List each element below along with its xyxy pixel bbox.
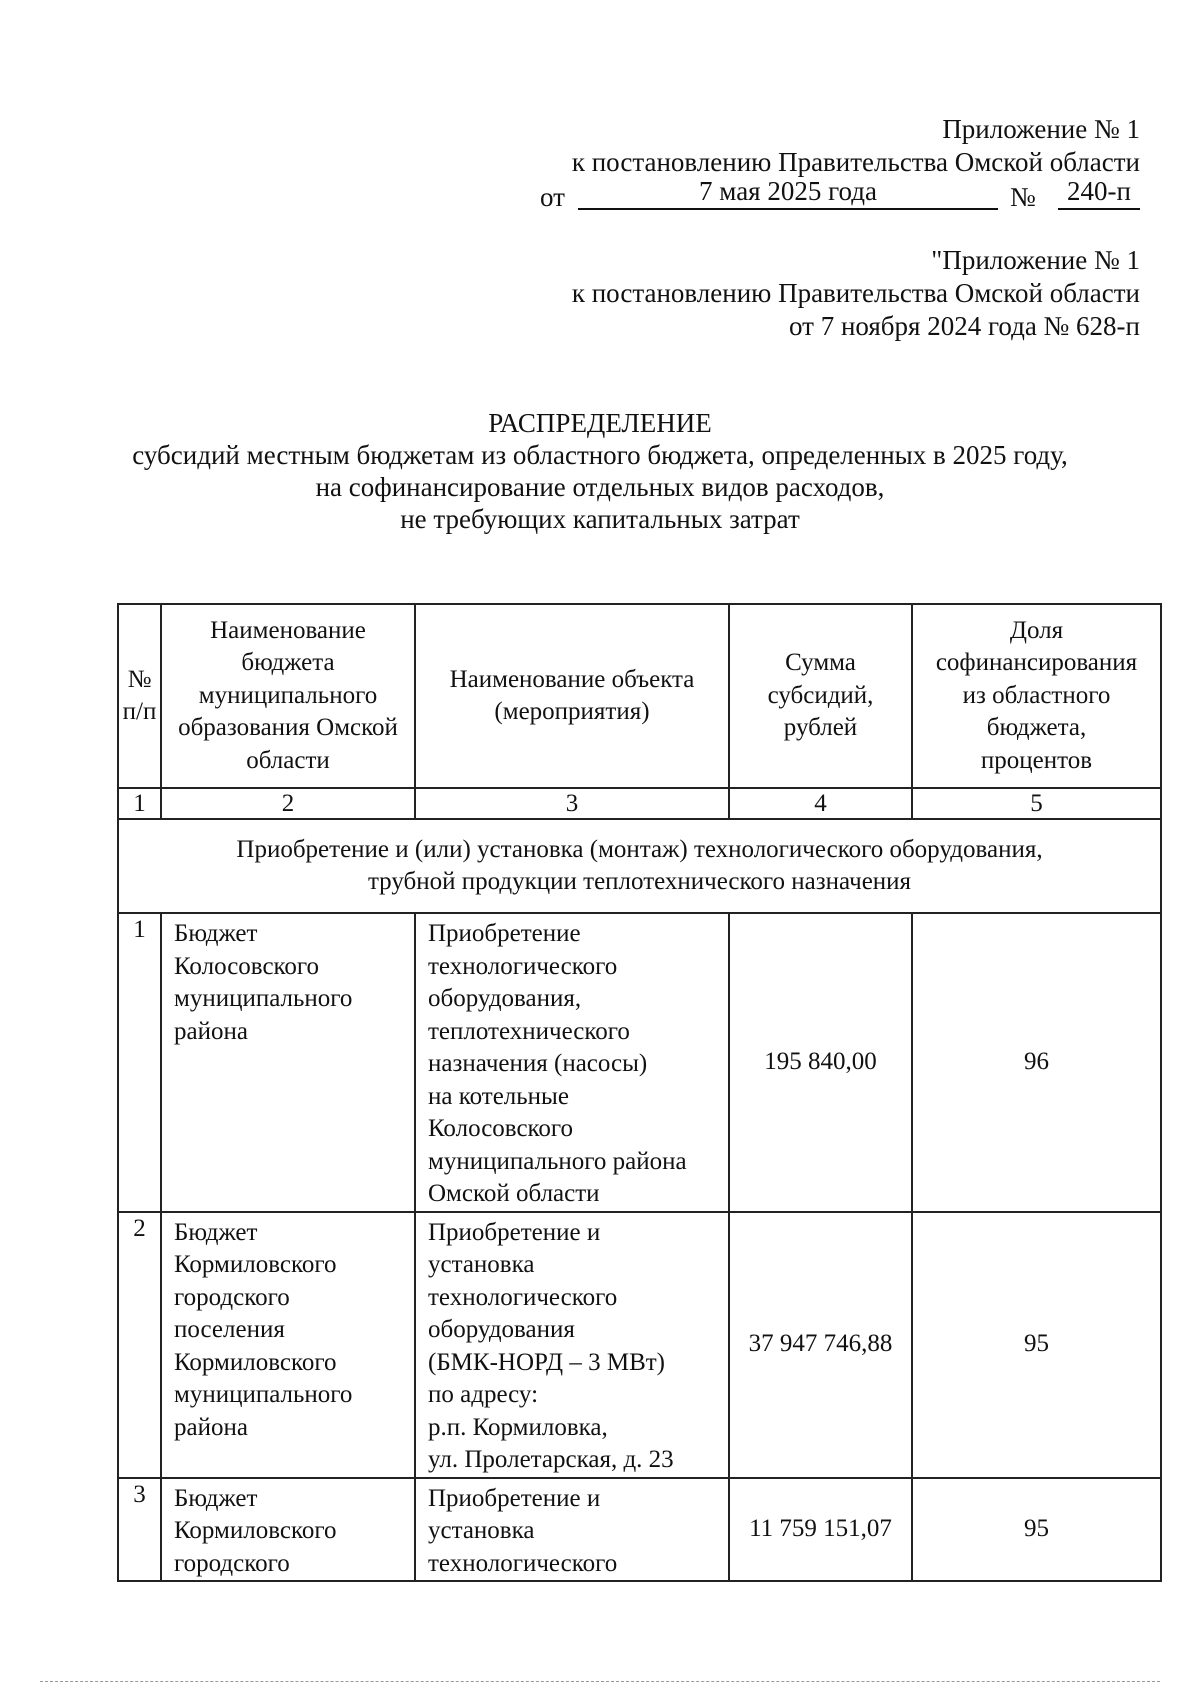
column-number: 2 <box>161 788 415 819</box>
table-header-row <box>118 604 1161 788</box>
cell-line: назначения (насосы) <box>428 1050 648 1077</box>
cell-line: Бюджет <box>174 1484 258 1512</box>
row-object <box>415 913 729 1212</box>
row-object <box>415 1478 729 1582</box>
scan-footer-rule <box>40 1681 1160 1682</box>
header-budget-name <box>161 604 415 788</box>
cell-line: на котельные <box>428 1082 569 1110</box>
row-budget <box>161 1212 415 1478</box>
header-text: Наименование объекта <box>449 665 695 693</box>
appendix-number: 240-п <box>1058 176 1140 210</box>
column-number: 5 <box>912 788 1161 819</box>
cell-line: Бюджет <box>174 920 258 947</box>
header-text: Доля <box>1009 616 1064 644</box>
cell-line: поселения <box>174 1316 285 1343</box>
cell-line: (БМК-НОРД – 3 МВт) <box>428 1348 665 1376</box>
header-text: бюджета, <box>986 714 1087 742</box>
cell-line: Кормиловского <box>174 1517 337 1544</box>
table-row <box>118 1212 1161 1478</box>
cell-line: городского <box>174 1283 290 1311</box>
row-sum: 195 840,00 <box>729 913 912 1212</box>
appendix-date-number-row <box>540 176 1140 210</box>
header-text: Наименование <box>210 616 366 644</box>
cell-line: муниципального района <box>428 1147 687 1175</box>
cell-line: муниципального <box>174 985 353 1012</box>
cell-line: района <box>174 1413 248 1441</box>
cell-line: установка <box>428 1251 535 1278</box>
header-text: области <box>246 746 330 774</box>
header-text: бюджета <box>241 649 335 677</box>
appendix-date: 7 мая 2025 года <box>578 176 998 210</box>
row-sum: 37 947 746,88 <box>729 1212 912 1478</box>
cell-line: теплотехнического <box>428 1017 630 1045</box>
cell-line: установка <box>428 1517 535 1544</box>
date-prefix: от <box>540 182 565 212</box>
cell-line: по адресу: <box>428 1381 539 1408</box>
appendix-reference: к постановлению Правительства Омской области <box>571 147 1140 177</box>
cell-line: р.п. Кормиловка, <box>428 1413 608 1441</box>
section-header-row <box>118 819 1161 913</box>
header-text: из областного <box>962 681 1111 709</box>
table-row <box>118 913 1161 1212</box>
header-object-name <box>415 604 729 788</box>
cell-line: Приобретение и <box>428 1218 601 1246</box>
appendix-old-date: от 7 ноября 2024 года № 628-п <box>789 311 1140 341</box>
column-number: 4 <box>729 788 912 819</box>
row-budget <box>161 913 415 1212</box>
row-share: 95 <box>912 1478 1161 1582</box>
document-heading <box>0 407 1200 535</box>
row-budget <box>161 1478 415 1582</box>
cell-line: ул. Пролетарская, д. 23 <box>428 1446 674 1473</box>
column-number: 3 <box>415 788 729 819</box>
row-number: 3 <box>118 1478 161 1582</box>
cell-line: технологического <box>428 1549 618 1577</box>
document-subtitle-line-2: на софинансирование отдельных видов расходов, <box>315 472 885 502</box>
row-share: 95 <box>912 1212 1161 1478</box>
row-number: 2 <box>118 1212 161 1478</box>
row-object <box>415 1212 729 1478</box>
cell-line: оборудования <box>428 1316 575 1343</box>
row-sum: 11 759 151,07 <box>729 1478 912 1582</box>
header-text: Сумма <box>785 649 856 677</box>
header-text: № <box>127 665 152 693</box>
appendix-header-old <box>572 244 1140 343</box>
header-subsidy-sum <box>729 604 912 788</box>
table-row <box>118 1478 1161 1582</box>
cell-line: технологического <box>428 952 618 980</box>
cell-line: городского <box>174 1549 290 1577</box>
cell-line: Бюджет <box>174 1218 258 1246</box>
cell-line: Омской области <box>428 1180 600 1207</box>
header-text: п/п <box>122 698 157 725</box>
header-text: рублей <box>783 714 858 742</box>
cell-line: района <box>174 1017 248 1045</box>
appendix-title: Приложение № 1 <box>942 114 1140 144</box>
header-text: процентов <box>980 746 1093 774</box>
document-title: РАСПРЕДЕЛЕНИЕ <box>488 408 712 438</box>
header-text: софинансирования <box>935 649 1138 677</box>
cell-line: Колосовского <box>428 1115 574 1142</box>
cell-line: Колосовского <box>174 952 320 980</box>
number-prefix: № <box>1010 182 1036 212</box>
column-number: 1 <box>118 788 161 819</box>
row-share: 96 <box>912 913 1161 1212</box>
header-text: образования Омской <box>178 714 398 742</box>
appendix-old-title: "Приложение № 1 <box>931 245 1140 275</box>
cell-line: Кормиловского <box>174 1251 337 1278</box>
header-number <box>118 604 161 788</box>
document-subtitle-line-3: не требующих капитальных затрат <box>400 504 800 534</box>
header-text: (мероприятия) <box>494 698 650 725</box>
appendix-header-new <box>572 113 1140 179</box>
section-header-line-2: трубной продукции теплотехнического назначения <box>367 868 912 895</box>
cell-line: Приобретение <box>428 920 581 947</box>
cell-line: муниципального <box>174 1381 353 1408</box>
section-header <box>118 819 1161 913</box>
cell-line: Приобретение и <box>428 1484 601 1512</box>
header-text: муниципального <box>198 681 378 709</box>
cell-line: технологического <box>428 1283 618 1311</box>
cell-line: оборудования, <box>428 985 582 1012</box>
appendix-old-reference: к постановлению Правительства Омской области <box>571 278 1140 308</box>
header-cofinancing-share <box>912 604 1161 788</box>
header-text: субсидий, <box>767 681 874 709</box>
section-header-line-1: Приобретение и (или) установка (монтаж) технологического оборудования, <box>236 835 1043 863</box>
column-number-row <box>118 788 1161 819</box>
distribution-table <box>117 603 1162 1582</box>
document-subtitle-line-1: субсидий местным бюджетам из областного бюджета, определенных в 2025 году, <box>132 440 1068 470</box>
row-number: 1 <box>118 913 161 1212</box>
cell-line: Кормиловского <box>174 1348 337 1376</box>
